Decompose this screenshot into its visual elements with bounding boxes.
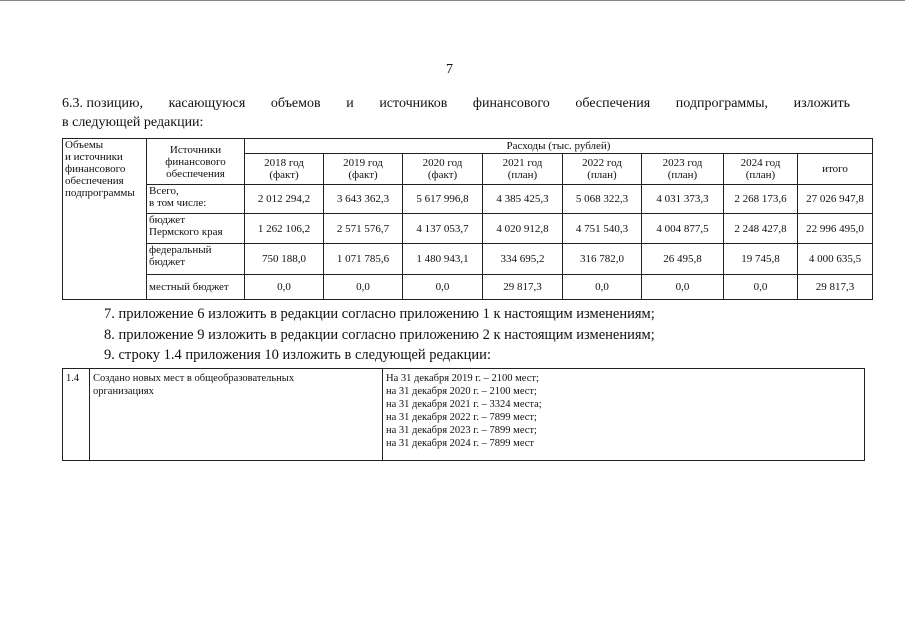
year-header-cell bbox=[403, 154, 483, 185]
value-line: На 31 декабря 2019 г. – 2100 мест; bbox=[386, 373, 539, 384]
top-border-line bbox=[0, 0, 905, 1]
value-cell: 1 071 785,6 bbox=[324, 244, 403, 275]
year-label: 2024 год bbox=[740, 157, 781, 169]
section-6-3-line-1 bbox=[62, 95, 850, 113]
volumes-header-line: обеспечения bbox=[65, 175, 124, 187]
item-8-text: 8. приложение 9 изложить в редакции согласно приложению 2 к настоящим изменениям; bbox=[104, 327, 655, 343]
value-cell: 316 782,0 bbox=[563, 244, 642, 275]
volumes-header-line: и источники bbox=[65, 151, 123, 163]
item-7-text: 7. приложение 6 изложить в редакции согласно приложению 1 к настоящим изменениям; bbox=[104, 306, 655, 322]
source-cell bbox=[147, 185, 245, 214]
year-type: (факт) bbox=[427, 169, 458, 181]
total-cell: 22 996 495,0 bbox=[798, 214, 873, 244]
source-line: местный бюджет bbox=[149, 281, 229, 293]
year-label: 2018 год bbox=[264, 157, 304, 169]
value-line: на 31 декабря 2020 г. – 2100 мест; bbox=[386, 386, 537, 397]
value-cell: 1 262 106,2 bbox=[245, 214, 324, 244]
word: обеспечения bbox=[575, 96, 651, 111]
indicator-name-line: организациях bbox=[93, 386, 154, 397]
value-cell: 19 745,8 bbox=[724, 244, 798, 275]
year-label: 2019 год bbox=[343, 157, 383, 169]
sources-header-line: обеспечения bbox=[166, 167, 225, 180]
value-line: на 31 декабря 2023 г. – 7899 мест; bbox=[386, 425, 537, 436]
value-cell: 4 137 053,7 bbox=[403, 214, 483, 244]
word: объемов bbox=[270, 96, 321, 111]
word: касающуюся bbox=[168, 96, 246, 111]
year-header-cell bbox=[483, 154, 563, 185]
sources-header-cell bbox=[147, 139, 245, 185]
year-type: (факт) bbox=[348, 169, 378, 181]
year-type: (план) bbox=[745, 169, 776, 181]
indicator-values-cell bbox=[383, 369, 865, 461]
year-header-cell bbox=[563, 154, 642, 185]
section-6-3-line-2: в следующей редакции: bbox=[62, 115, 204, 130]
word: изложить bbox=[793, 96, 850, 111]
year-label: 2022 год bbox=[582, 157, 622, 169]
new-places-table bbox=[62, 368, 865, 461]
value-cell: 26 495,8 bbox=[642, 244, 724, 275]
source-line: бюджет bbox=[149, 214, 185, 226]
word: и bbox=[346, 96, 354, 111]
value-line: на 31 декабря 2021 г. – 3324 места; bbox=[386, 399, 542, 410]
word: подпрограммы, bbox=[675, 96, 769, 111]
year-label: 2021 год bbox=[502, 157, 543, 169]
value-cell: 334 695,2 bbox=[483, 244, 563, 275]
year-type: (факт) bbox=[269, 169, 299, 181]
volumes-header-line: подпрограммы bbox=[65, 187, 135, 199]
volumes-header-cell bbox=[63, 139, 147, 300]
sources-header-line: финансового bbox=[165, 155, 226, 168]
source-line: Пермского края bbox=[149, 226, 223, 238]
expenses-header: Расходы (тыс. рублей) bbox=[245, 139, 873, 154]
value-cell: 4 004 877,5 bbox=[642, 214, 724, 244]
value-cell: 3 643 362,3 bbox=[324, 185, 403, 214]
word: источников bbox=[379, 96, 448, 111]
value-cell: 1 480 943,1 bbox=[403, 244, 483, 275]
year-type: (план) bbox=[507, 169, 538, 181]
source-cell bbox=[147, 275, 245, 300]
value-line: на 31 декабря 2022 г. – 7899 мест; bbox=[386, 412, 537, 423]
value-cell: 0,0 bbox=[642, 275, 724, 300]
value-cell: 2 012 294,2 bbox=[245, 185, 324, 214]
word: финансового bbox=[472, 96, 550, 111]
year-label: 2020 год bbox=[422, 157, 463, 169]
source-line: Всего, bbox=[149, 185, 179, 197]
total-cell: 4 000 635,5 bbox=[798, 244, 873, 275]
volumes-header-line: финансового bbox=[65, 163, 126, 175]
value-cell: 0,0 bbox=[245, 275, 324, 300]
value-cell: 0,0 bbox=[324, 275, 403, 300]
year-type: (план) bbox=[667, 169, 698, 181]
source-line: федеральный bbox=[149, 244, 212, 256]
year-header-cell bbox=[324, 154, 403, 185]
value-cell: 4 385 425,3 bbox=[483, 185, 563, 214]
page-number: 7 bbox=[446, 62, 453, 77]
volumes-header-line: Объемы bbox=[65, 139, 104, 151]
value-cell: 4 020 912,8 bbox=[483, 214, 563, 244]
value-cell: 29 817,3 bbox=[483, 275, 563, 300]
financing-table bbox=[62, 138, 873, 300]
source-cell bbox=[147, 244, 245, 275]
year-type: (план) bbox=[587, 169, 617, 181]
value-cell: 5 617 996,8 bbox=[403, 185, 483, 214]
value-cell: 0,0 bbox=[403, 275, 483, 300]
source-cell bbox=[147, 214, 245, 244]
year-header-cell bbox=[642, 154, 724, 185]
word: 6.3. позицию, bbox=[62, 96, 143, 111]
year-header-cell bbox=[724, 154, 798, 185]
value-cell: 5 068 322,3 bbox=[563, 185, 642, 214]
value-cell: 750 188,0 bbox=[245, 244, 324, 275]
value-cell: 2 571 576,7 bbox=[324, 214, 403, 244]
total-cell: 29 817,3 bbox=[798, 275, 873, 300]
source-line: в том числе: bbox=[149, 197, 207, 209]
value-cell: 2 268 173,6 bbox=[724, 185, 798, 214]
year-header-cell bbox=[245, 154, 324, 185]
value-cell: 4 031 373,3 bbox=[642, 185, 724, 214]
total-header: итого bbox=[798, 154, 873, 185]
year-label: 2023 год bbox=[662, 157, 703, 169]
indicator-name-line: Создано новых мест в общеобразовательных bbox=[93, 373, 295, 384]
total-cell: 27 026 947,8 bbox=[798, 185, 873, 214]
indicator-name-cell bbox=[90, 369, 383, 461]
value-cell: 0,0 bbox=[563, 275, 642, 300]
row-number-cell: 1.4 bbox=[63, 369, 90, 461]
sources-header-line: Источники bbox=[169, 143, 222, 156]
value-cell: 4 751 540,3 bbox=[563, 214, 642, 244]
source-line: бюджет bbox=[149, 256, 185, 268]
value-cell: 0,0 bbox=[724, 275, 798, 300]
value-line: на 31 декабря 2024 г. – 7899 мест bbox=[386, 438, 534, 449]
value-cell: 2 248 427,8 bbox=[724, 214, 798, 244]
item-9-text: 9. строку 1.4 приложения 10 изложить в следующей редакции: bbox=[104, 347, 491, 363]
